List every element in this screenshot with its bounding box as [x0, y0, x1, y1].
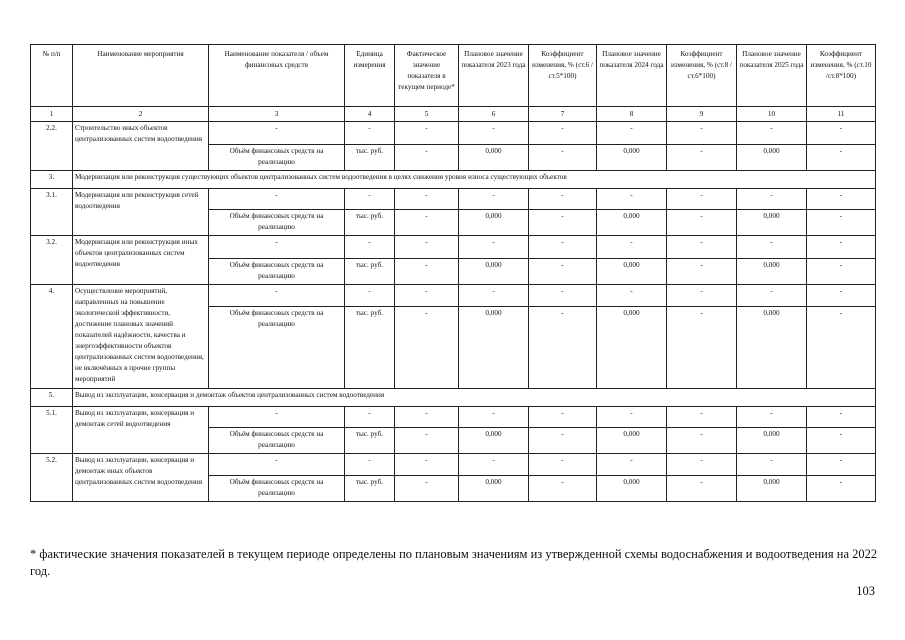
value-cell: 0,000	[737, 428, 807, 454]
dash-cell: -	[807, 145, 876, 171]
header-cell: Наименование показателя / объем финансовых средств	[209, 45, 345, 107]
dash-cell: -	[395, 285, 459, 307]
activity-name: Осуществление мероприятий, направленных на повышение экологической эффективности, достижение плановых значений показателей надёжности, качества и энергоэффективности объектов централизованных систем водоотведения, не включённых в прочие группы мероприятий	[73, 285, 209, 389]
header-cell: Плановое значение показателя 2023 года	[459, 45, 529, 107]
dash-cell: -	[395, 145, 459, 171]
dash-cell: -	[345, 285, 395, 307]
dash-cell: -	[597, 236, 667, 259]
value-cell: 0,000	[459, 259, 529, 285]
dash-cell: -	[807, 428, 876, 454]
dash-cell: -	[395, 428, 459, 454]
dash-cell: -	[597, 122, 667, 145]
activity-name: Модернизация или реконструкция сетей водоотведения	[73, 189, 209, 236]
row-number: 3.	[31, 171, 73, 189]
activity-name: Вывод из эксплуатации, консервация и демонтаж иных объектов централизованных систем водоотведения	[73, 454, 209, 502]
dash-cell: -	[737, 285, 807, 307]
unit-cell: тыс. руб.	[345, 210, 395, 236]
row-number: 5.2.	[31, 454, 73, 502]
dash-cell: -	[667, 145, 737, 171]
unit-cell: тыс. руб.	[345, 428, 395, 454]
dash-cell: -	[395, 236, 459, 259]
table-row	[31, 407, 876, 428]
dash-cell: -	[529, 210, 597, 236]
dash-cell: -	[737, 122, 807, 145]
dash-cell: -	[459, 285, 529, 307]
dash-cell: -	[667, 454, 737, 476]
row-number: 2.2.	[31, 122, 73, 171]
dash-cell: -	[345, 236, 395, 259]
column-number: 8	[597, 107, 667, 122]
value-cell: 0,000	[459, 210, 529, 236]
section-row	[31, 171, 876, 189]
value-cell: 0,000	[737, 145, 807, 171]
column-number: 6	[459, 107, 529, 122]
dash-cell: -	[395, 307, 459, 389]
column-number: 4	[345, 107, 395, 122]
dash-cell: -	[529, 476, 597, 502]
dash-cell: -	[737, 189, 807, 210]
dash-cell: -	[807, 476, 876, 502]
dash-cell: -	[395, 476, 459, 502]
dash-cell: -	[459, 189, 529, 210]
value-cell: 0,000	[737, 210, 807, 236]
dash-cell: -	[807, 307, 876, 389]
indicator-name: Объём финансовых средств на реализацию	[209, 428, 345, 454]
dash-cell: -	[395, 210, 459, 236]
value-cell: 0,000	[737, 476, 807, 502]
table-body	[31, 45, 876, 502]
dash-cell: -	[807, 236, 876, 259]
row-number: 4.	[31, 285, 73, 389]
column-number-row	[31, 107, 876, 122]
dash-cell: -	[395, 454, 459, 476]
column-number: 2	[73, 107, 209, 122]
value-cell: 0,000	[737, 307, 807, 389]
value-cell: 0,000	[597, 428, 667, 454]
value-cell: 0,000	[459, 145, 529, 171]
table-row	[31, 189, 876, 210]
dash-cell: -	[395, 259, 459, 285]
dash-cell: -	[529, 428, 597, 454]
dash-cell: -	[667, 122, 737, 145]
column-number: 1	[31, 107, 73, 122]
dash-cell: -	[395, 122, 459, 145]
dash-cell: -	[807, 259, 876, 285]
dash-cell: -	[529, 454, 597, 476]
dash-cell: -	[807, 454, 876, 476]
unit-cell: тыс. руб.	[345, 476, 395, 502]
header-cell: № п/п	[31, 45, 73, 107]
dash-cell: -	[459, 122, 529, 145]
page-number: 103	[856, 584, 875, 598]
unit-cell: тыс. руб.	[345, 307, 395, 389]
column-number: 5	[395, 107, 459, 122]
row-number: 5.	[31, 389, 73, 407]
dash-cell: -	[209, 454, 345, 476]
activity-name: Строительство иных объектов централизованных систем водоотведения	[73, 122, 209, 171]
dash-cell: -	[667, 476, 737, 502]
dash-cell: -	[529, 259, 597, 285]
column-number: 9	[667, 107, 737, 122]
dash-cell: -	[529, 236, 597, 259]
value-cell: 0,000	[459, 428, 529, 454]
section-title: Вывод из эксплуатации, консервация и демонтаж объектов централизованных систем водоотведения	[73, 389, 876, 407]
dash-cell: -	[597, 454, 667, 476]
dash-cell: -	[737, 407, 807, 428]
dash-cell: -	[807, 407, 876, 428]
dash-cell: -	[209, 122, 345, 145]
value-cell: 0,000	[597, 210, 667, 236]
header-cell: Коэффициент изменения, % (ст.6 /ст.5*100)	[529, 45, 597, 107]
table-row	[31, 236, 876, 259]
dash-cell: -	[597, 189, 667, 210]
dash-cell: -	[345, 189, 395, 210]
dash-cell: -	[807, 285, 876, 307]
value-cell: 0,000	[597, 145, 667, 171]
column-number: 7	[529, 107, 597, 122]
section-row	[31, 389, 876, 407]
dash-cell: -	[807, 189, 876, 210]
dash-cell: -	[529, 285, 597, 307]
dash-cell: -	[395, 407, 459, 428]
dash-cell: -	[345, 407, 395, 428]
dash-cell: -	[209, 236, 345, 259]
dash-cell: -	[209, 189, 345, 210]
column-number: 11	[807, 107, 876, 122]
indicator-name: Объём финансовых средств на реализацию	[209, 259, 345, 285]
header-cell: Единица измерения	[345, 45, 395, 107]
activity-name: Модернизация или реконструкция иных объектов централизованных систем водоотведения	[73, 236, 209, 285]
dash-cell: -	[667, 407, 737, 428]
indicator-name: Объём финансовых средств на реализацию	[209, 145, 345, 171]
unit-cell: тыс. руб.	[345, 259, 395, 285]
dash-cell: -	[737, 236, 807, 259]
table-row	[31, 122, 876, 145]
dash-cell: -	[345, 122, 395, 145]
table-row	[31, 454, 876, 476]
dash-cell: -	[737, 454, 807, 476]
header-cell: Плановое значение показателя 2025 года	[737, 45, 807, 107]
dash-cell: -	[529, 407, 597, 428]
investment-table	[30, 44, 876, 502]
dash-cell: -	[667, 285, 737, 307]
value-cell: 0,000	[459, 476, 529, 502]
indicator-name: Объём финансовых средств на реализацию	[209, 307, 345, 389]
dash-cell: -	[667, 428, 737, 454]
value-cell: 0,000	[737, 259, 807, 285]
header-cell: Коэффициент изменения, % (ст.10 /ст.8*100)	[807, 45, 876, 107]
section-title: Модернизация или реконструкция существующих объектов централизованных систем водоотведения в целях снижения уровня износа существующих объектов	[73, 171, 876, 189]
value-cell: 0,000	[597, 476, 667, 502]
dash-cell: -	[597, 407, 667, 428]
indicator-name: Объём финансовых средств на реализацию	[209, 476, 345, 502]
dash-cell: -	[667, 236, 737, 259]
header-row	[31, 45, 876, 107]
row-number: 5.1.	[31, 407, 73, 454]
row-number: 3.2.	[31, 236, 73, 285]
dash-cell: -	[209, 407, 345, 428]
dash-cell: -	[667, 259, 737, 285]
dash-cell: -	[395, 189, 459, 210]
indicator-name: Объём финансовых средств на реализацию	[209, 210, 345, 236]
header-cell: Коэффициент изменения, % (ст.8 /ст.6*100)	[667, 45, 737, 107]
header-cell: Плановое значение показателя 2024 года	[597, 45, 667, 107]
footnote: * фактические значения показателей в текущем периоде определены по плановым значениям из утвержденной схемы водоснабжения и водоотведения на 2022 год.	[30, 547, 878, 578]
value-cell: 0,000	[459, 307, 529, 389]
dash-cell: -	[209, 285, 345, 307]
dash-cell: -	[667, 307, 737, 389]
column-number: 3	[209, 107, 345, 122]
column-number: 10	[737, 107, 807, 122]
activity-name: Вывод из эксплуатации, консервация и демонтаж сетей водоотведения	[73, 407, 209, 454]
dash-cell: -	[807, 122, 876, 145]
dash-cell: -	[529, 307, 597, 389]
dash-cell: -	[597, 285, 667, 307]
table-row	[31, 285, 876, 307]
unit-cell: тыс. руб.	[345, 145, 395, 171]
dash-cell: -	[459, 407, 529, 428]
dash-cell: -	[459, 454, 529, 476]
dash-cell: -	[459, 236, 529, 259]
header-cell: Наименование мероприятия	[73, 45, 209, 107]
dash-cell: -	[529, 189, 597, 210]
dash-cell: -	[807, 210, 876, 236]
row-number: 3.1.	[31, 189, 73, 236]
dash-cell: -	[529, 122, 597, 145]
dash-cell: -	[667, 189, 737, 210]
dash-cell: -	[345, 454, 395, 476]
dash-cell: -	[667, 210, 737, 236]
dash-cell: -	[529, 145, 597, 171]
header-cell: Фактическое значение показателя в текущем периоде*	[395, 45, 459, 107]
value-cell: 0,000	[597, 307, 667, 389]
value-cell: 0,000	[597, 259, 667, 285]
